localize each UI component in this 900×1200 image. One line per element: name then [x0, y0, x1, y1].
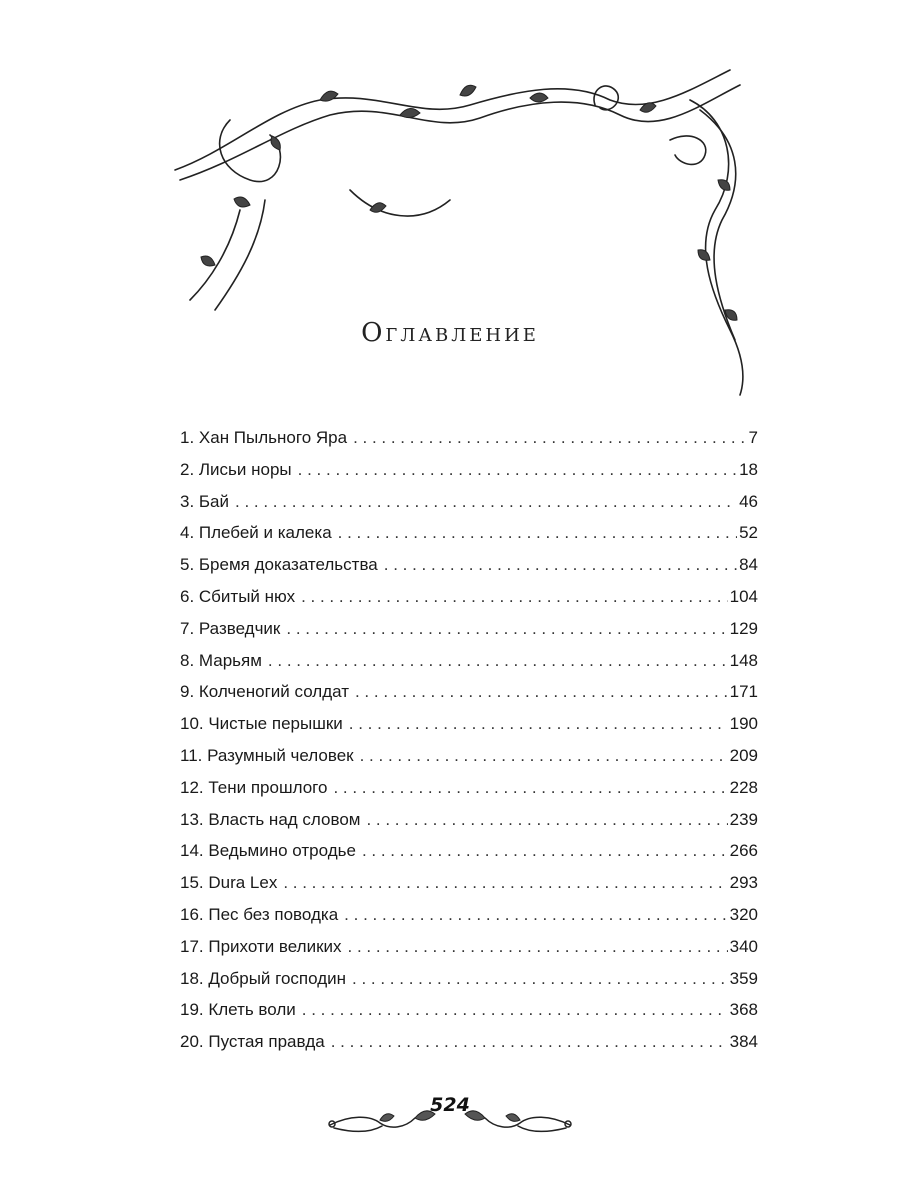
dot-leader — [362, 841, 728, 861]
dot-leader — [384, 555, 737, 575]
toc-entry-page-number: 148 — [729, 650, 758, 670]
toc-entry-title: 9. Колченогий солдат — [180, 682, 349, 702]
toc-entry-page-number: 320 — [729, 904, 758, 924]
dot-leader — [333, 778, 727, 798]
dot-leader — [353, 428, 746, 448]
toc-entry-title: 6. Сбитый нюх — [180, 586, 296, 606]
dot-leader — [352, 969, 728, 989]
toc-entry-page-number: 239 — [729, 809, 758, 829]
toc-entry-title: 18. Добрый господин — [180, 968, 347, 988]
toc-entry — [180, 714, 758, 746]
toc-entry-title: 5. Бремя доказательства — [180, 555, 378, 575]
toc-entry — [180, 460, 758, 492]
toc-entry — [180, 1000, 758, 1032]
toc-entry-title: 20. Пустая правда — [180, 1032, 325, 1052]
dot-leader — [348, 937, 728, 957]
dot-leader — [331, 1032, 728, 1052]
table-of-contents — [180, 428, 758, 1064]
dot-leader — [298, 460, 737, 480]
toc-entry-title: 4. Плебей и калека — [180, 523, 332, 543]
toc-entry — [180, 810, 758, 842]
toc-entry-title: 19. Клеть воли — [180, 1000, 296, 1020]
toc-entry-title: 14. Ведьмино отродье — [180, 841, 356, 861]
dot-leader — [235, 492, 737, 512]
toc-entry-page-number: 46 — [739, 491, 758, 511]
dot-leader — [344, 905, 727, 925]
toc-entry — [180, 619, 758, 651]
toc-entry — [180, 969, 758, 1001]
toc-entry-title: 17. Прихоти великих — [180, 936, 342, 956]
toc-entry — [180, 1032, 758, 1064]
dot-leader — [355, 682, 728, 702]
toc-entry — [180, 523, 758, 555]
toc-entry-page-number: 266 — [729, 841, 758, 861]
dot-leader — [268, 651, 728, 671]
page-title: Оглавление — [361, 318, 539, 348]
dot-leader — [302, 1000, 728, 1020]
toc-entry-title: 15. Dura Lex — [180, 873, 278, 893]
toc-entry — [180, 778, 758, 810]
toc-entry-page-number: 84 — [739, 555, 758, 575]
toc-entry-title: 8. Марьям — [180, 650, 262, 670]
toc-entry-title: 3. Бай — [180, 491, 230, 511]
toc-entry-title: 2. Лисьи норы — [180, 459, 292, 479]
toc-entry-page-number: 209 — [729, 745, 758, 765]
toc-entry-title: 1. Хан Пыльного Яра — [180, 428, 348, 447]
dot-leader — [301, 587, 728, 607]
toc-entry-page-number: 359 — [729, 968, 758, 988]
toc-entry-page-number: 293 — [729, 873, 758, 893]
toc-entry-page-number: 104 — [729, 586, 758, 606]
dot-leader — [338, 523, 737, 543]
toc-entry-page-number: 7 — [748, 428, 758, 447]
toc-entry — [180, 428, 758, 460]
toc-entry-page-number: 384 — [729, 1032, 758, 1052]
toc-entry-page-number: 368 — [729, 1000, 758, 1020]
dot-leader — [366, 810, 727, 830]
toc-entry-page-number: 171 — [729, 682, 758, 702]
toc-entry-title: 10. Чистые перышки — [180, 714, 343, 734]
toc-entry — [180, 937, 758, 969]
dot-leader — [283, 873, 727, 893]
page-number: 524 — [430, 1094, 470, 1116]
dot-leader — [349, 714, 728, 734]
toc-entry-page-number: 190 — [729, 714, 758, 734]
toc-entry — [180, 492, 758, 524]
dot-leader — [360, 746, 728, 766]
toc-entry — [180, 746, 758, 778]
dot-leader — [286, 619, 727, 639]
toc-entry — [180, 555, 758, 587]
toc-entry-page-number: 228 — [729, 777, 758, 797]
toc-entry-page-number: 340 — [729, 936, 758, 956]
toc-entry-title: 12. Тени прошлого — [180, 777, 328, 797]
toc-entry — [180, 905, 758, 937]
toc-entry — [180, 841, 758, 873]
toc-entry — [180, 873, 758, 905]
toc-entry-page-number: 52 — [739, 523, 758, 543]
toc-entry-title: 16. Пес без поводка — [180, 904, 339, 924]
toc-entry-title: 11. Разумный человек — [180, 745, 354, 765]
toc-entry — [180, 682, 758, 714]
vine-ornament-top — [170, 60, 760, 400]
toc-entry-title: 7. Разведчик — [180, 618, 281, 638]
toc-entry — [180, 651, 758, 683]
toc-entry-page-number: 129 — [729, 618, 758, 638]
toc-entry-page-number: 18 — [739, 459, 758, 479]
toc-entry-title: 13. Власть над словом — [180, 809, 361, 829]
toc-entry — [180, 587, 758, 619]
